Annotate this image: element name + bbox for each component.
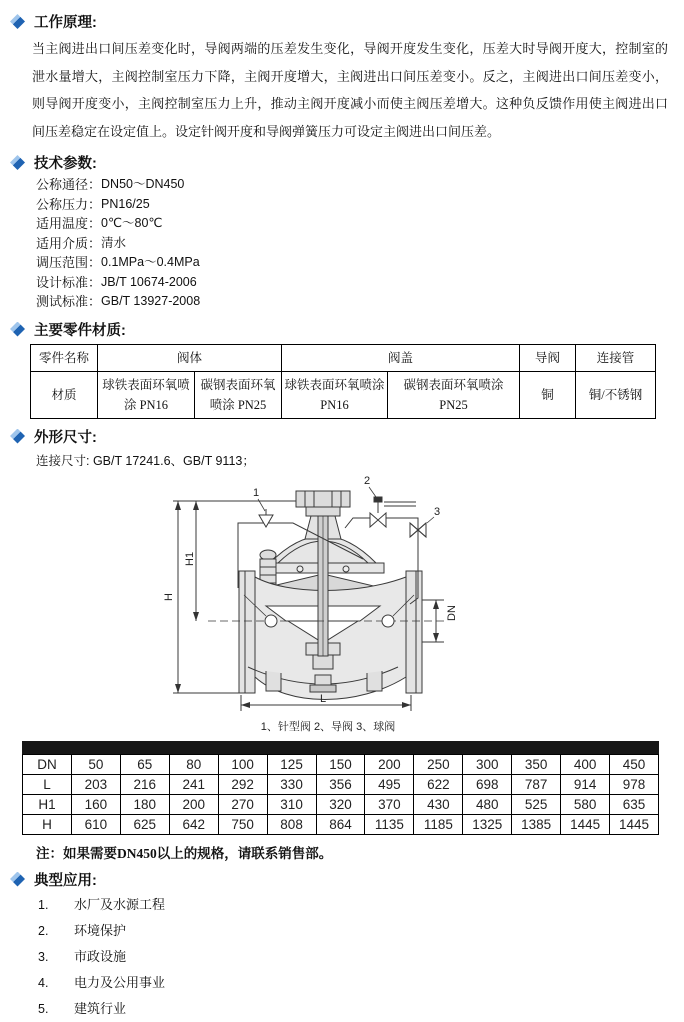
dim-label-dn: DN [446,604,458,621]
materials-cell: 碳钢表面环氧喷涂 PN25 [195,371,282,418]
size-table-cell: 80 [169,754,218,774]
size-table-cell: 625 [120,814,169,834]
materials-header-cell: 阀盖 [282,344,520,371]
callout-3-label: 3 [434,505,441,518]
size-table [22,754,659,835]
param-value: 0.1MPa～0.4MPa [101,255,200,269]
size-table-cell: 241 [169,774,218,794]
size-table-cell: 1325 [463,814,512,834]
size-table-cell: 750 [218,814,267,834]
size-table-cell: 216 [120,774,169,794]
section-heading-tech-params [10,152,674,173]
materials-data-row [31,371,656,418]
section-title-tech-params: 技术参数: [34,156,97,172]
drawing-area [148,471,674,737]
size-table-cell: 914 [561,774,610,794]
param-label: 设计标准： [36,274,102,290]
param-row [36,175,674,195]
materials-header-cell: 连接管 [576,344,656,371]
tech-params-list [36,175,674,312]
size-table-row [23,814,659,834]
param-label: 测试标准： [36,294,102,309]
materials-row-label: 材质 [31,371,98,418]
section-title-principle: 工作原理: [34,15,97,31]
size-table-cell: 610 [71,814,120,834]
param-value: DN50～DN450 [101,177,185,191]
application-number: 2. [38,923,49,938]
size-table-section [22,741,659,835]
dim-label-h: H [163,592,175,601]
size-table-cell: 1385 [512,814,561,834]
size-table-row [23,794,659,814]
size-table-cell: 370 [365,794,414,814]
materials-cell: 铜 [520,371,576,418]
size-table-cell: 270 [218,794,267,814]
size-table-cell: 622 [414,774,463,794]
materials-table [30,344,656,419]
size-table-cell: 160 [71,794,120,814]
size-table-row-label: H1 [23,794,72,814]
application-label: 环境保护 [74,922,127,938]
size-table-row [23,754,659,774]
size-table-cell: 480 [463,794,512,814]
size-table-cell: 978 [610,774,659,794]
application-number: 4. [38,975,49,990]
size-table-cell: 320 [316,794,365,814]
param-label: 公称通径： [36,177,102,192]
param-value: PN16/25 [101,196,150,211]
materials-header-cell: 零件名称 [31,344,98,371]
size-table-cell: 50 [71,754,120,774]
size-table-cell: 635 [610,794,659,814]
section-title-materials: 主要零件材质: [34,322,126,339]
size-table-cell: 150 [316,754,365,774]
application-item [38,944,674,970]
param-row [36,214,674,234]
param-value: 0℃～80℃ [101,216,163,230]
callout-2-label: 2 [364,474,371,487]
callout-1-label: 1 [253,486,260,499]
param-row [36,292,674,312]
size-table-cell: 100 [218,754,267,774]
size-table-body [23,754,659,834]
application-label: 电力及公用事业 [74,974,166,990]
diamond-bullet-icon [10,429,25,444]
size-table-row [23,774,659,794]
param-value: 清水 [101,235,127,250]
application-number: 1. [38,897,49,912]
param-label: 适用介质： [36,235,102,251]
diamond-bullet-icon [10,14,25,29]
size-table-cell: 400 [561,754,610,774]
section-title-applications: 典型应用: [34,872,97,889]
size-table-cell: 180 [120,794,169,814]
application-label: 建筑行业 [74,1000,127,1016]
materials-cell: 铜/不锈钢 [576,371,656,418]
size-table-row-label: H [23,814,72,834]
size-table-cell: 430 [414,794,463,814]
principle-paragraph: 当主阀进出口间压差变化时，导阀两端的压差发生变化，导阀开度发生变化，压差大时导阀开度大，控制室的泄水量增大，主阀控制室压力下降，主阀开度增大，主阀进出口间压差变小。反之，主阀进出口间压差变小，则导阀开度变小，主阀控制室压力上升，推动主阀开度减小而使主阀压差增大。这种负反馈作用使主阀进出口间压差稳定在设定值上。设定针阀开度和导阀弹簧压力可设定主阀进出口间压差。 [32,41,668,139]
application-number: 5. [38,1001,49,1016]
size-table-cell: 330 [267,774,316,794]
materials-cell: 碳钢表面环氧喷涂 PN25 [388,371,520,418]
application-label: 市政设施 [74,948,127,964]
size-table-cell: 310 [267,794,316,814]
size-table-cell: 495 [365,774,414,794]
size-table-cell: 350 [512,754,561,774]
size-table-cell: 450 [610,754,659,774]
param-row [36,195,674,215]
param-label: 公称压力： [36,196,102,212]
size-table-cell: 698 [463,774,512,794]
param-label: 适用温度： [36,216,102,231]
size-table-cell: 250 [414,754,463,774]
section-heading-materials [10,319,674,340]
param-value: GB/T 13927-2008 [101,294,201,308]
param-row [36,234,674,254]
materials-header-cell: 导阀 [520,344,576,371]
size-table-row-label: DN [23,754,72,774]
drawing-caption: 1、针型阀 2、导阀 3、球阀 [260,720,396,733]
materials-cell: 球铁表面环氧喷涂 PN16 [98,371,195,418]
diamond-bullet-icon [10,155,25,170]
size-table-cell: 1185 [414,814,463,834]
application-item [38,970,674,996]
diamond-bullet-icon [10,872,25,887]
valve-cross-section-drawing [148,471,518,737]
application-number: 3. [38,949,49,964]
size-table-row-label: L [23,774,72,794]
connection-size-note: 连接尺寸: GB/T 17241.6、GB/T 9113； [36,453,255,468]
param-value: JB/T 10674-2006 [101,274,197,289]
applications-list [38,892,674,1022]
materials-cell: 球铁表面环氧喷涂 PN16 [282,371,388,418]
param-row [36,253,674,273]
size-table-cell: 200 [169,794,218,814]
dim-label-h1: H1 [184,551,196,566]
diamond-bullet-icon [10,322,25,337]
application-item [38,996,674,1022]
size-table-cell: 864 [316,814,365,834]
section-title-dimensions: 外形尺寸: [34,429,97,446]
application-label: 水厂及水源工程 [74,896,166,912]
size-table-cell: 200 [365,754,414,774]
section-heading-applications [10,869,674,890]
materials-header-cell: 阀体 [98,344,282,371]
application-item [38,918,674,944]
size-table-cell: 1445 [610,814,659,834]
size-table-cell: 642 [169,814,218,834]
section-heading-principle [10,11,674,32]
size-table-cell: 1445 [561,814,610,834]
size-table-cell: 300 [463,754,512,774]
size-table-cell: 356 [316,774,365,794]
size-table-cell: 580 [561,794,610,814]
size-table-cell: 525 [512,794,561,814]
param-row [36,273,674,293]
param-label: 调压范围： [36,255,102,270]
size-table-cell: 125 [267,754,316,774]
size-table-cell: 1135 [365,814,414,834]
size-table-cell: 203 [71,774,120,794]
size-table-cell: 787 [512,774,561,794]
size-table-cell: 65 [120,754,169,774]
materials-header-row [31,344,656,371]
size-table-cell: 292 [218,774,267,794]
size-table-cell: 808 [267,814,316,834]
dn450-note: 注：如果需要DN450以上的规格，请联系销售部。 [36,845,333,861]
application-item [38,892,674,918]
section-heading-dimensions [10,426,674,447]
size-table-header-bar [22,741,659,754]
dim-label-l: L [320,692,327,705]
